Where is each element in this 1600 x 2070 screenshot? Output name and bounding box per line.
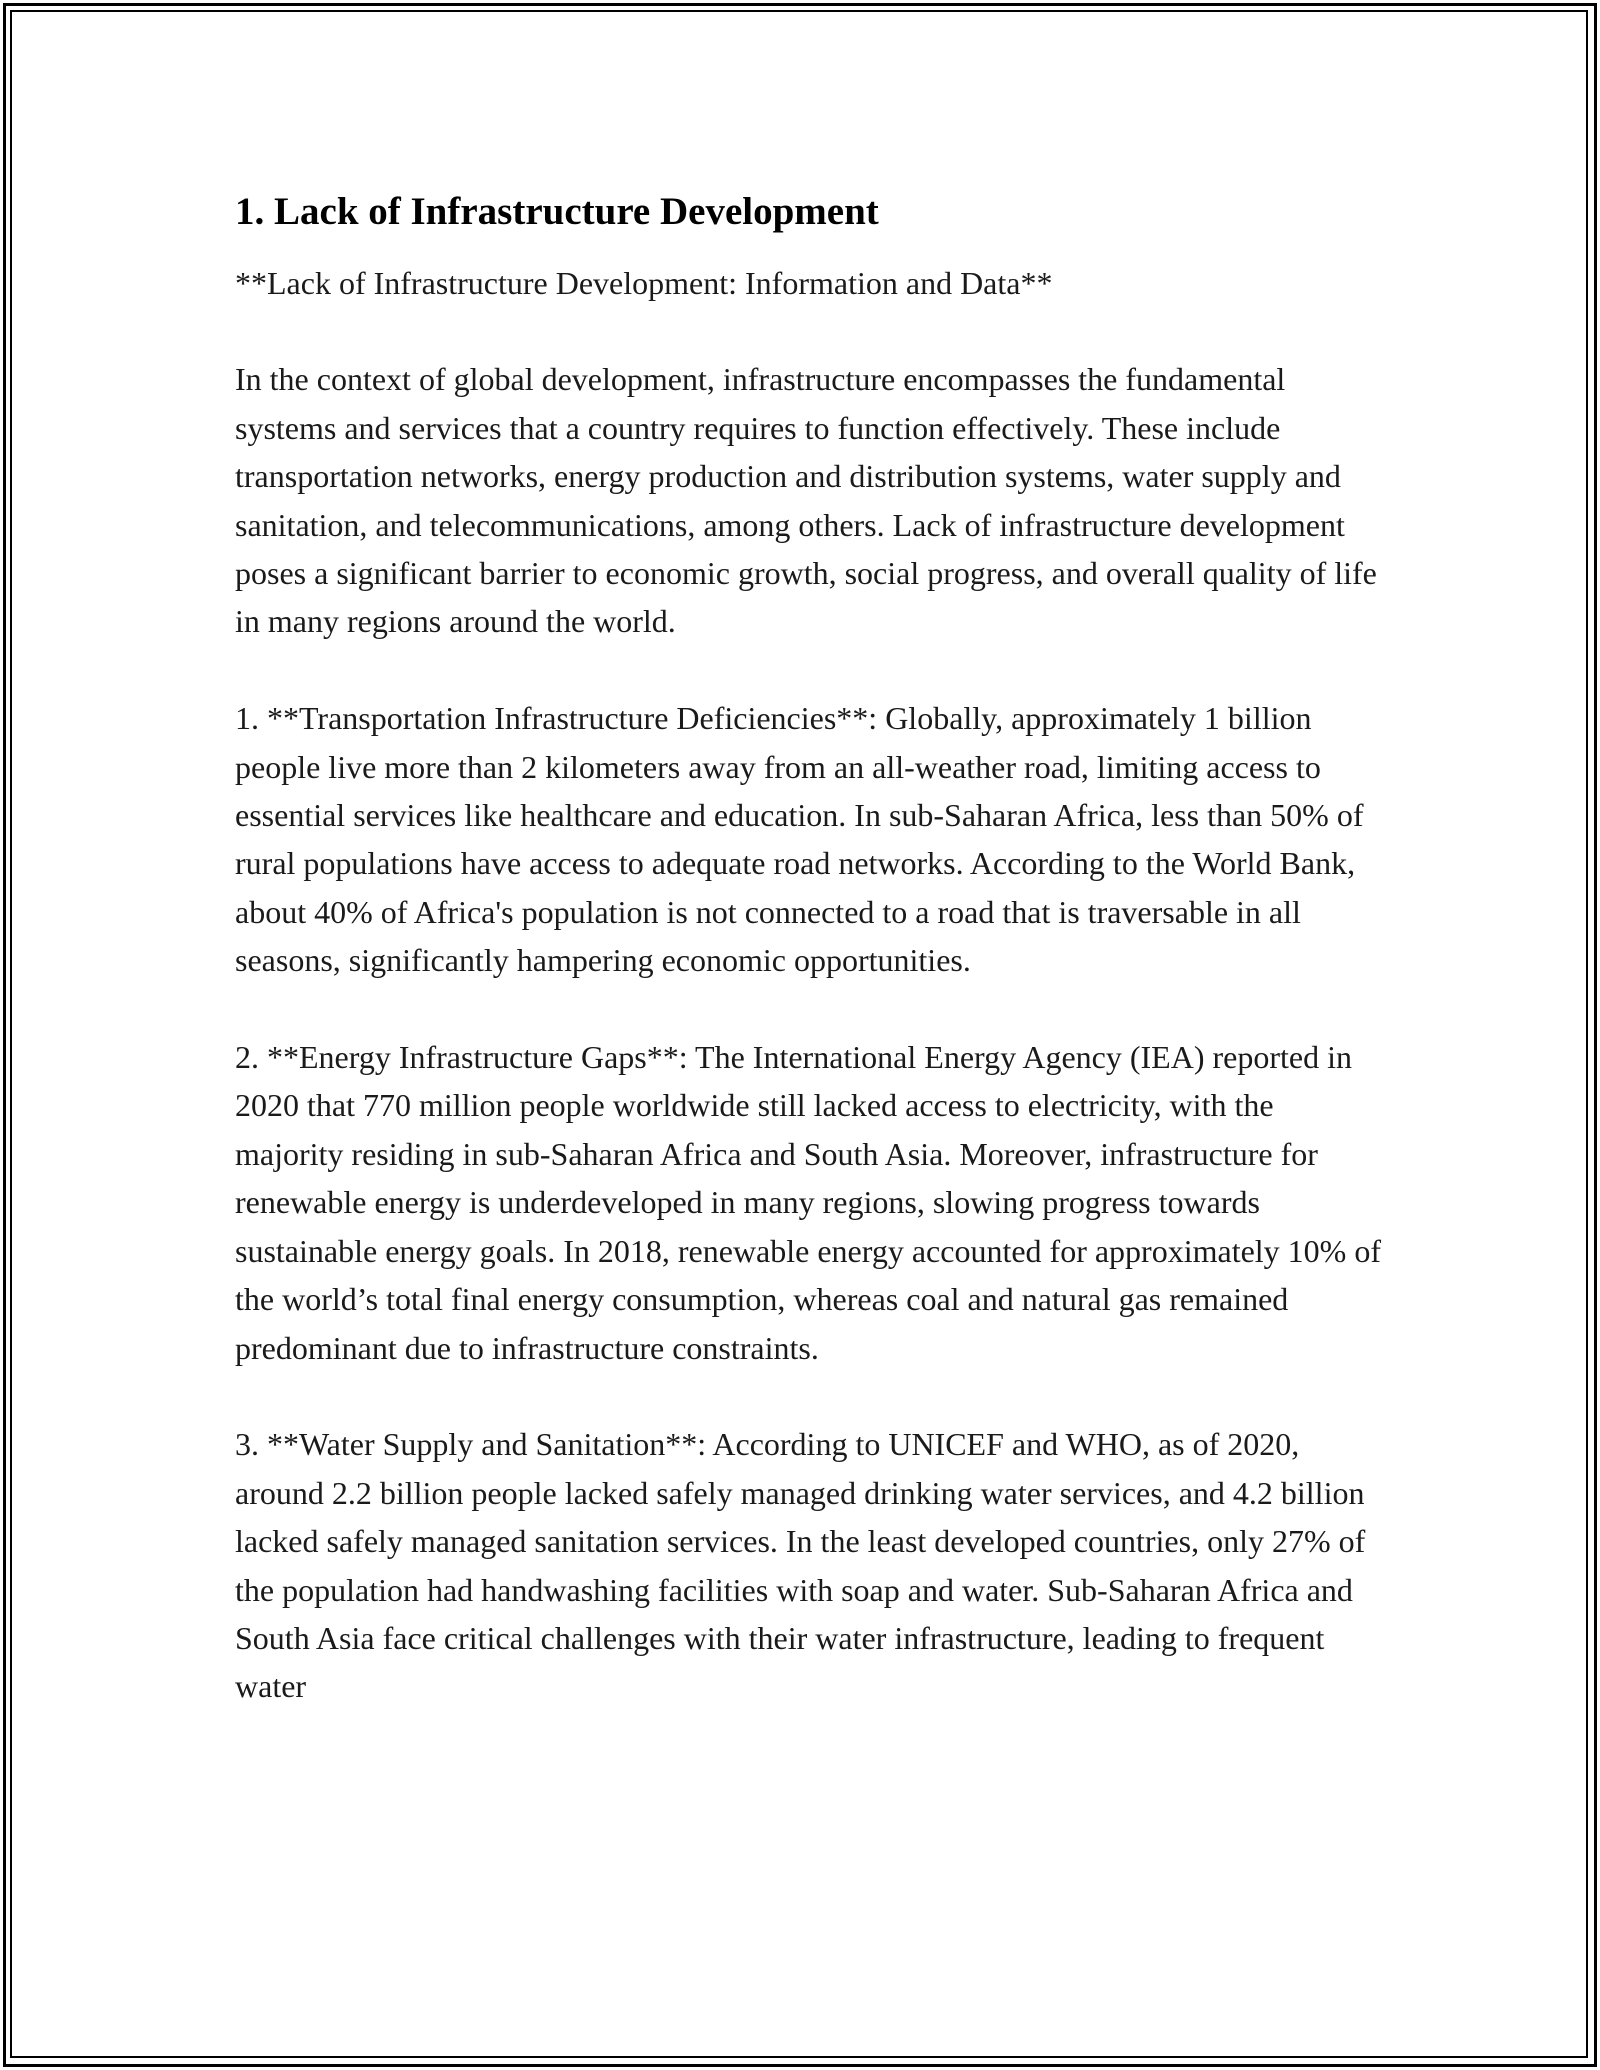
document-subtitle: **Lack of Infrastructure Development: Information and Data** bbox=[235, 265, 1053, 301]
paragraph-water: 3. **Water Supply and Sanitation**: According to UNICEF and WHO, as of 2020, around 2.2 billion people lacked safely managed drinking water services, and 4.2 billion lacked safely managed sanitation services. In the least developed countries, only 27% of the population had handwashing facilities with soap and water. Sub-Saharan Africa and South Asia face critical challenges with their water infrastructure, leading to frequent water bbox=[235, 1426, 1366, 1705]
paragraph-energy: 2. **Energy Infrastructure Gaps**: The International Energy Agency (IEA) reported in 2020 that 770 million people worldwide still lacked access to electricity, with the majority residing in sub-Saharan Africa and South Asia. Moreover, infrastructure for renewable energy is underdeveloped in many regions, slowing progress towards sustainable energy goals. In 2018, renewable energy accounted for approximately 10% of the world’s total final energy consumption, whereas coal and natural gas remained predominant due to infrastructure constraints. bbox=[235, 1039, 1381, 1366]
page-title: 1. Lack of Infrastructure Development bbox=[235, 190, 879, 233]
paragraph-intro: In the context of global development, infrastructure encompasses the fundamental systems and services that a country requires to function effectively. These include transportation networks, energy production and distribution systems, water supply and sanitation, and telecommunications, among others. Lack of infrastructure development poses a significant barrier to economic growth, social progress, and overall quality of life in many regions around the world. bbox=[235, 361, 1377, 640]
document-body bbox=[235, 185, 1385, 1759]
paragraph-transportation: 1. **Transportation Infrastructure Deficiencies**: Globally, approximately 1 billion people live more than 2 kilometers away from an all-weather road, limiting access to essential services like healthcare and education. In sub-Saharan Africa, less than 50% of rural populations have access to adequate road networks. According to the World Bank, about 40% of Africa's population is not connected to a road that is traversable in all seasons, significantly hampering economic opportunities. bbox=[235, 700, 1364, 979]
